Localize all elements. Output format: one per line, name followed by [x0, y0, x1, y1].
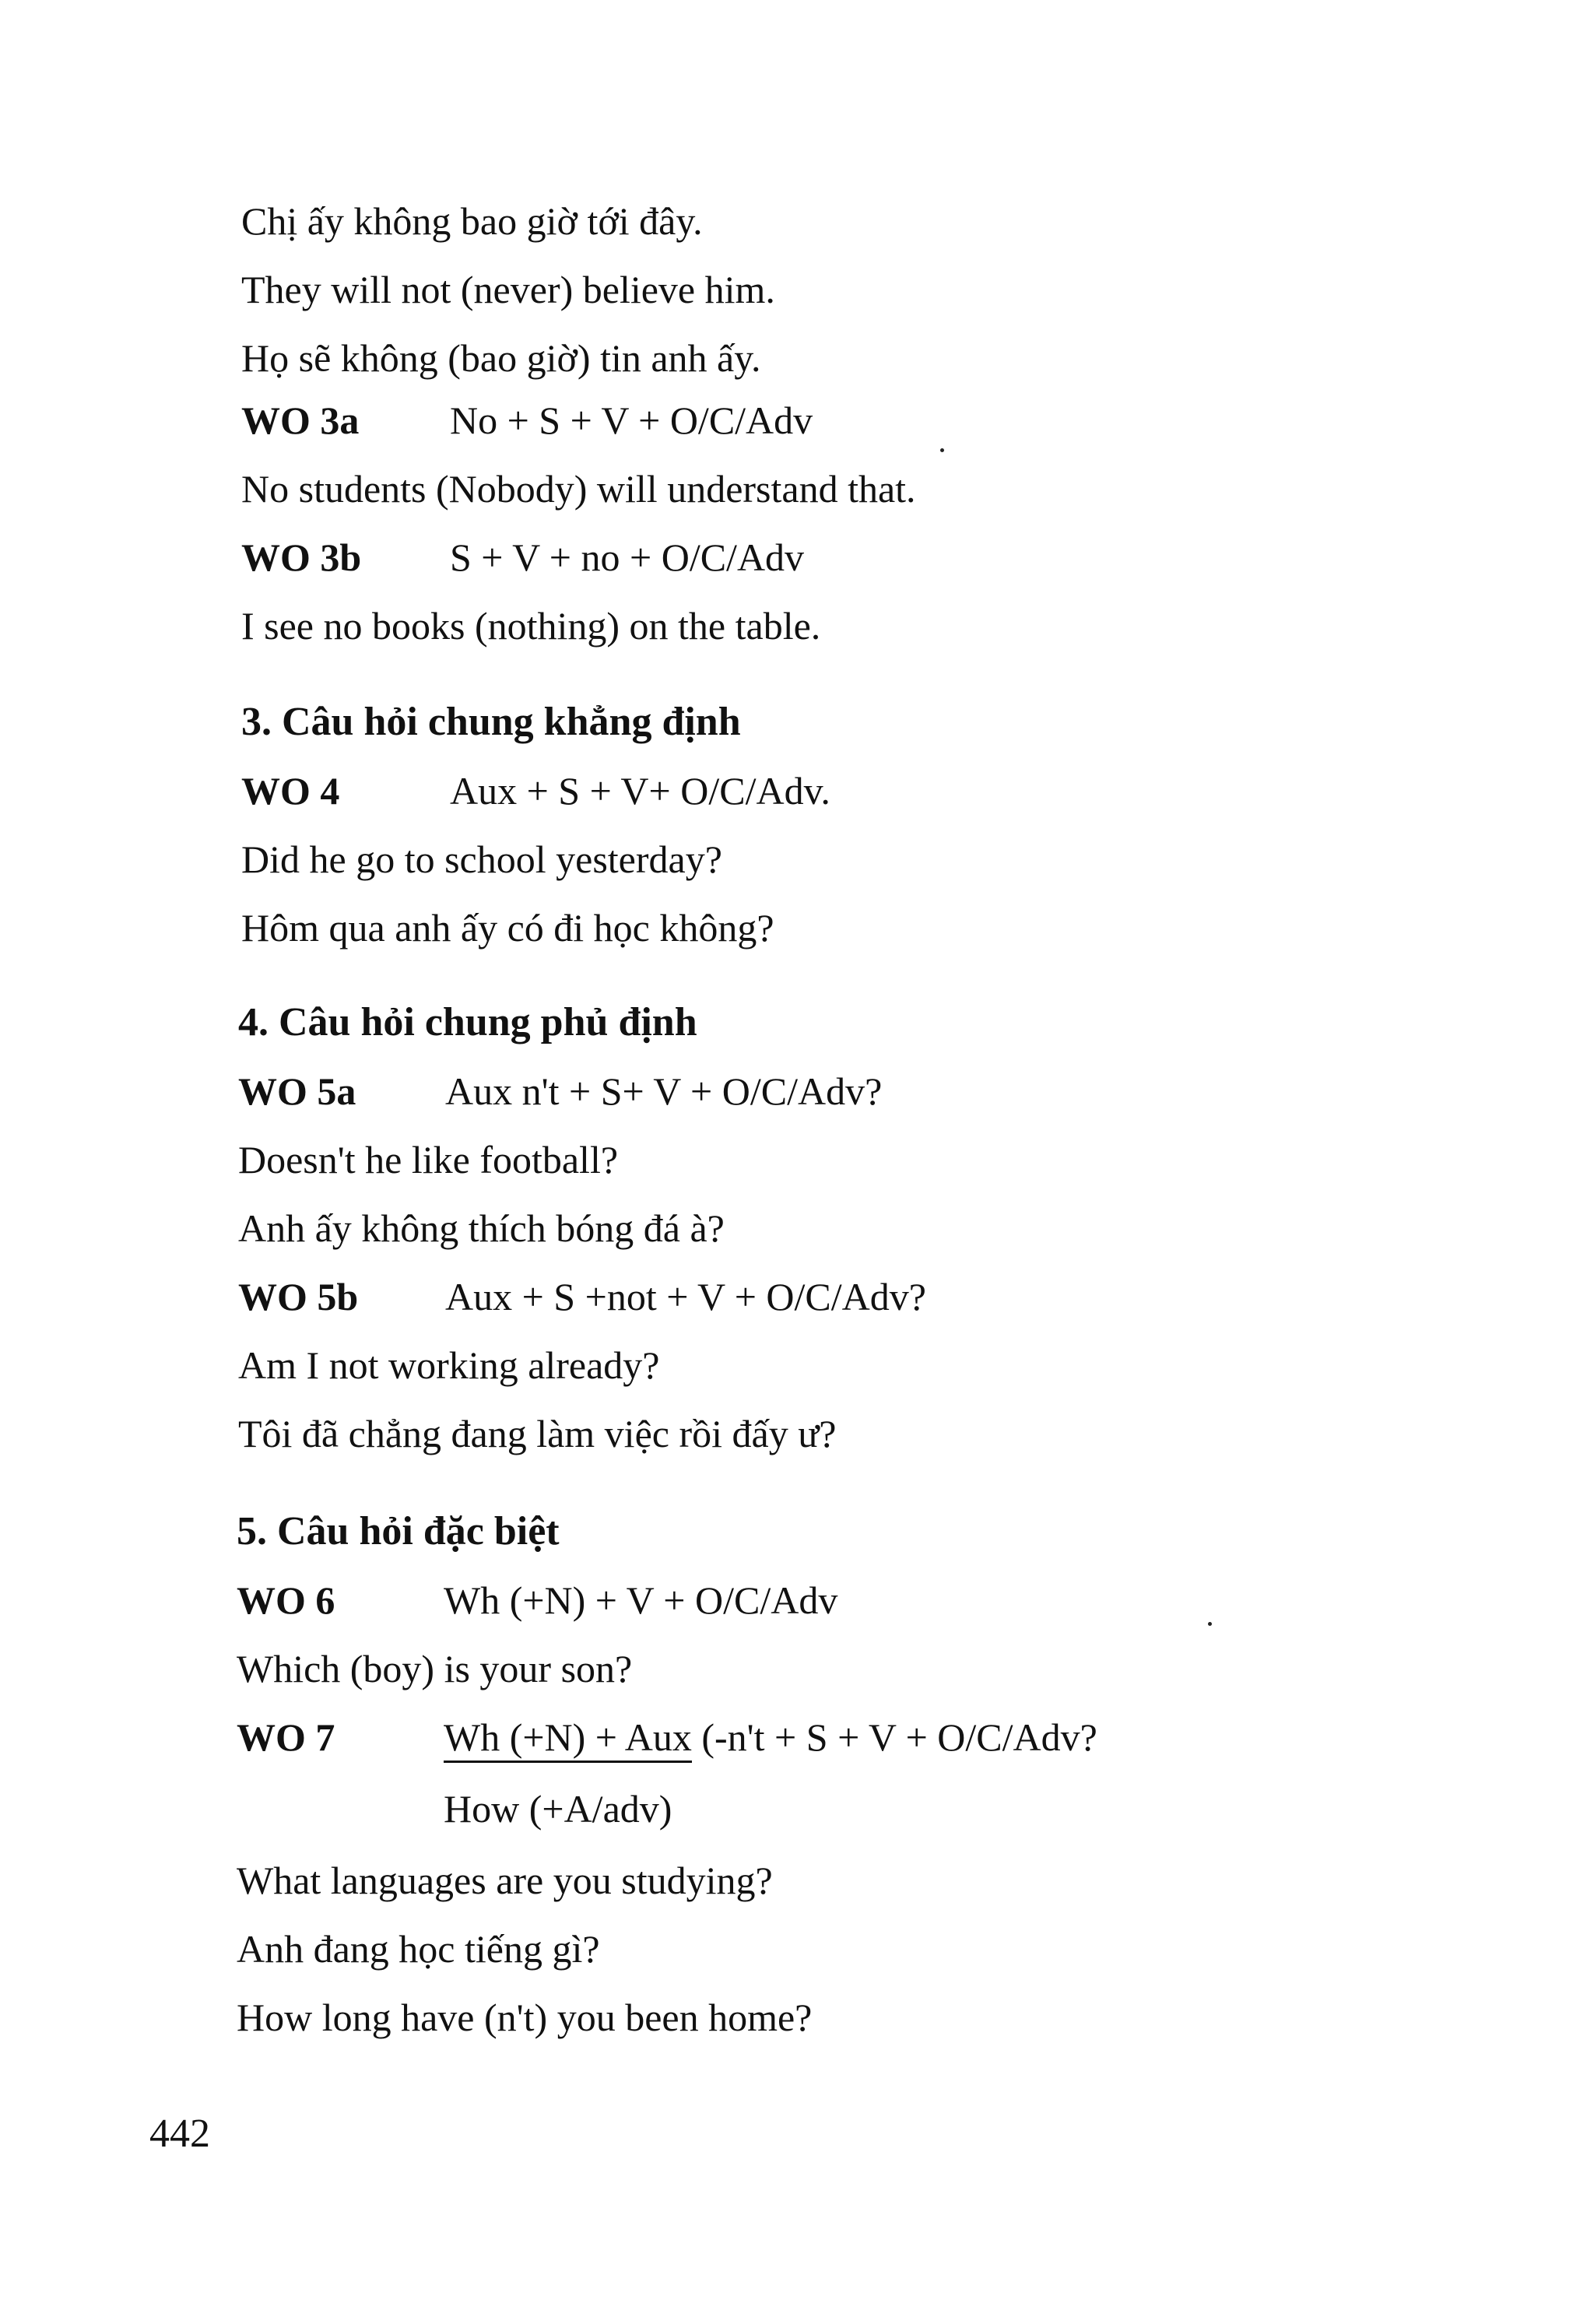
text-line: They will not (never) believe him.: [241, 268, 775, 311]
section-heading: 4. Câu hỏi chung phủ định: [238, 1000, 697, 1044]
pattern-formula: No + S + V + O/C/Adv: [450, 398, 813, 442]
formula-alternative: How (+A/adv): [444, 1787, 672, 1831]
example-line: Am I not working already?: [238, 1343, 660, 1387]
example-line: Tôi đã chẳng đang làm việc rồi đấy ư?: [238, 1412, 837, 1455]
pattern-formula: [444, 1712, 1097, 1762]
page-number: 442: [149, 2112, 210, 2156]
pattern-code: WO 6: [237, 1578, 335, 1622]
example-line: What languages are you studying?: [237, 1859, 773, 1902]
print-speck: [940, 448, 944, 452]
pattern-formula: Wh (+N) + V + O/C/Adv: [444, 1578, 838, 1622]
pattern-code: WO 3a: [241, 398, 360, 442]
pattern-code: WO 5b: [238, 1275, 359, 1318]
print-speck: [1208, 1622, 1212, 1626]
text-line: Chị ấy không bao giờ tới đây.: [241, 199, 703, 243]
example-line: Did he go to school yesterday?: [241, 837, 722, 881]
text-line: Họ sẽ không (bao giờ) tin anh ấy.: [241, 336, 761, 380]
pattern-code: WO 5a: [238, 1069, 356, 1113]
example-line: Anh đang học tiếng gì?: [237, 1927, 600, 1971]
example-line: I see no books (nothing) on the table.: [241, 604, 821, 648]
pattern-formula: S + V + no + O/C/Adv: [450, 535, 805, 579]
formula-rest: (-n't + S + V + O/C/Adv?: [691, 1715, 1097, 1759]
section-heading: 3. Câu hỏi chung khẳng định: [241, 700, 741, 744]
formula-underlined-part: Wh (+N) + Aux: [444, 1715, 692, 1763]
example-line: Which (boy) is your son?: [237, 1647, 633, 1690]
example-line: Hôm qua anh ấy có đi học không?: [241, 906, 774, 950]
pattern-formula: Aux n't + S+ V + O/C/Adv?: [445, 1069, 883, 1113]
example-line: No students (Nobody) will understand that.: [241, 467, 916, 511]
pattern-code: WO 7: [237, 1715, 335, 1759]
pattern-code: WO 3b: [241, 535, 362, 579]
example-line: Doesn't he like football?: [238, 1138, 619, 1181]
pattern-code: WO 4: [241, 769, 340, 813]
section-heading: 5. Câu hỏi đặc biệt: [237, 1509, 560, 1553]
pattern-formula: Aux + S + V+ O/C/Adv.: [450, 769, 830, 813]
example-line: Anh ấy không thích bóng đá à?: [238, 1206, 725, 1250]
pattern-formula: Aux + S +not + V + O/C/Adv?: [445, 1275, 926, 1318]
example-line: How long have (n't) you been home?: [237, 1996, 813, 2039]
